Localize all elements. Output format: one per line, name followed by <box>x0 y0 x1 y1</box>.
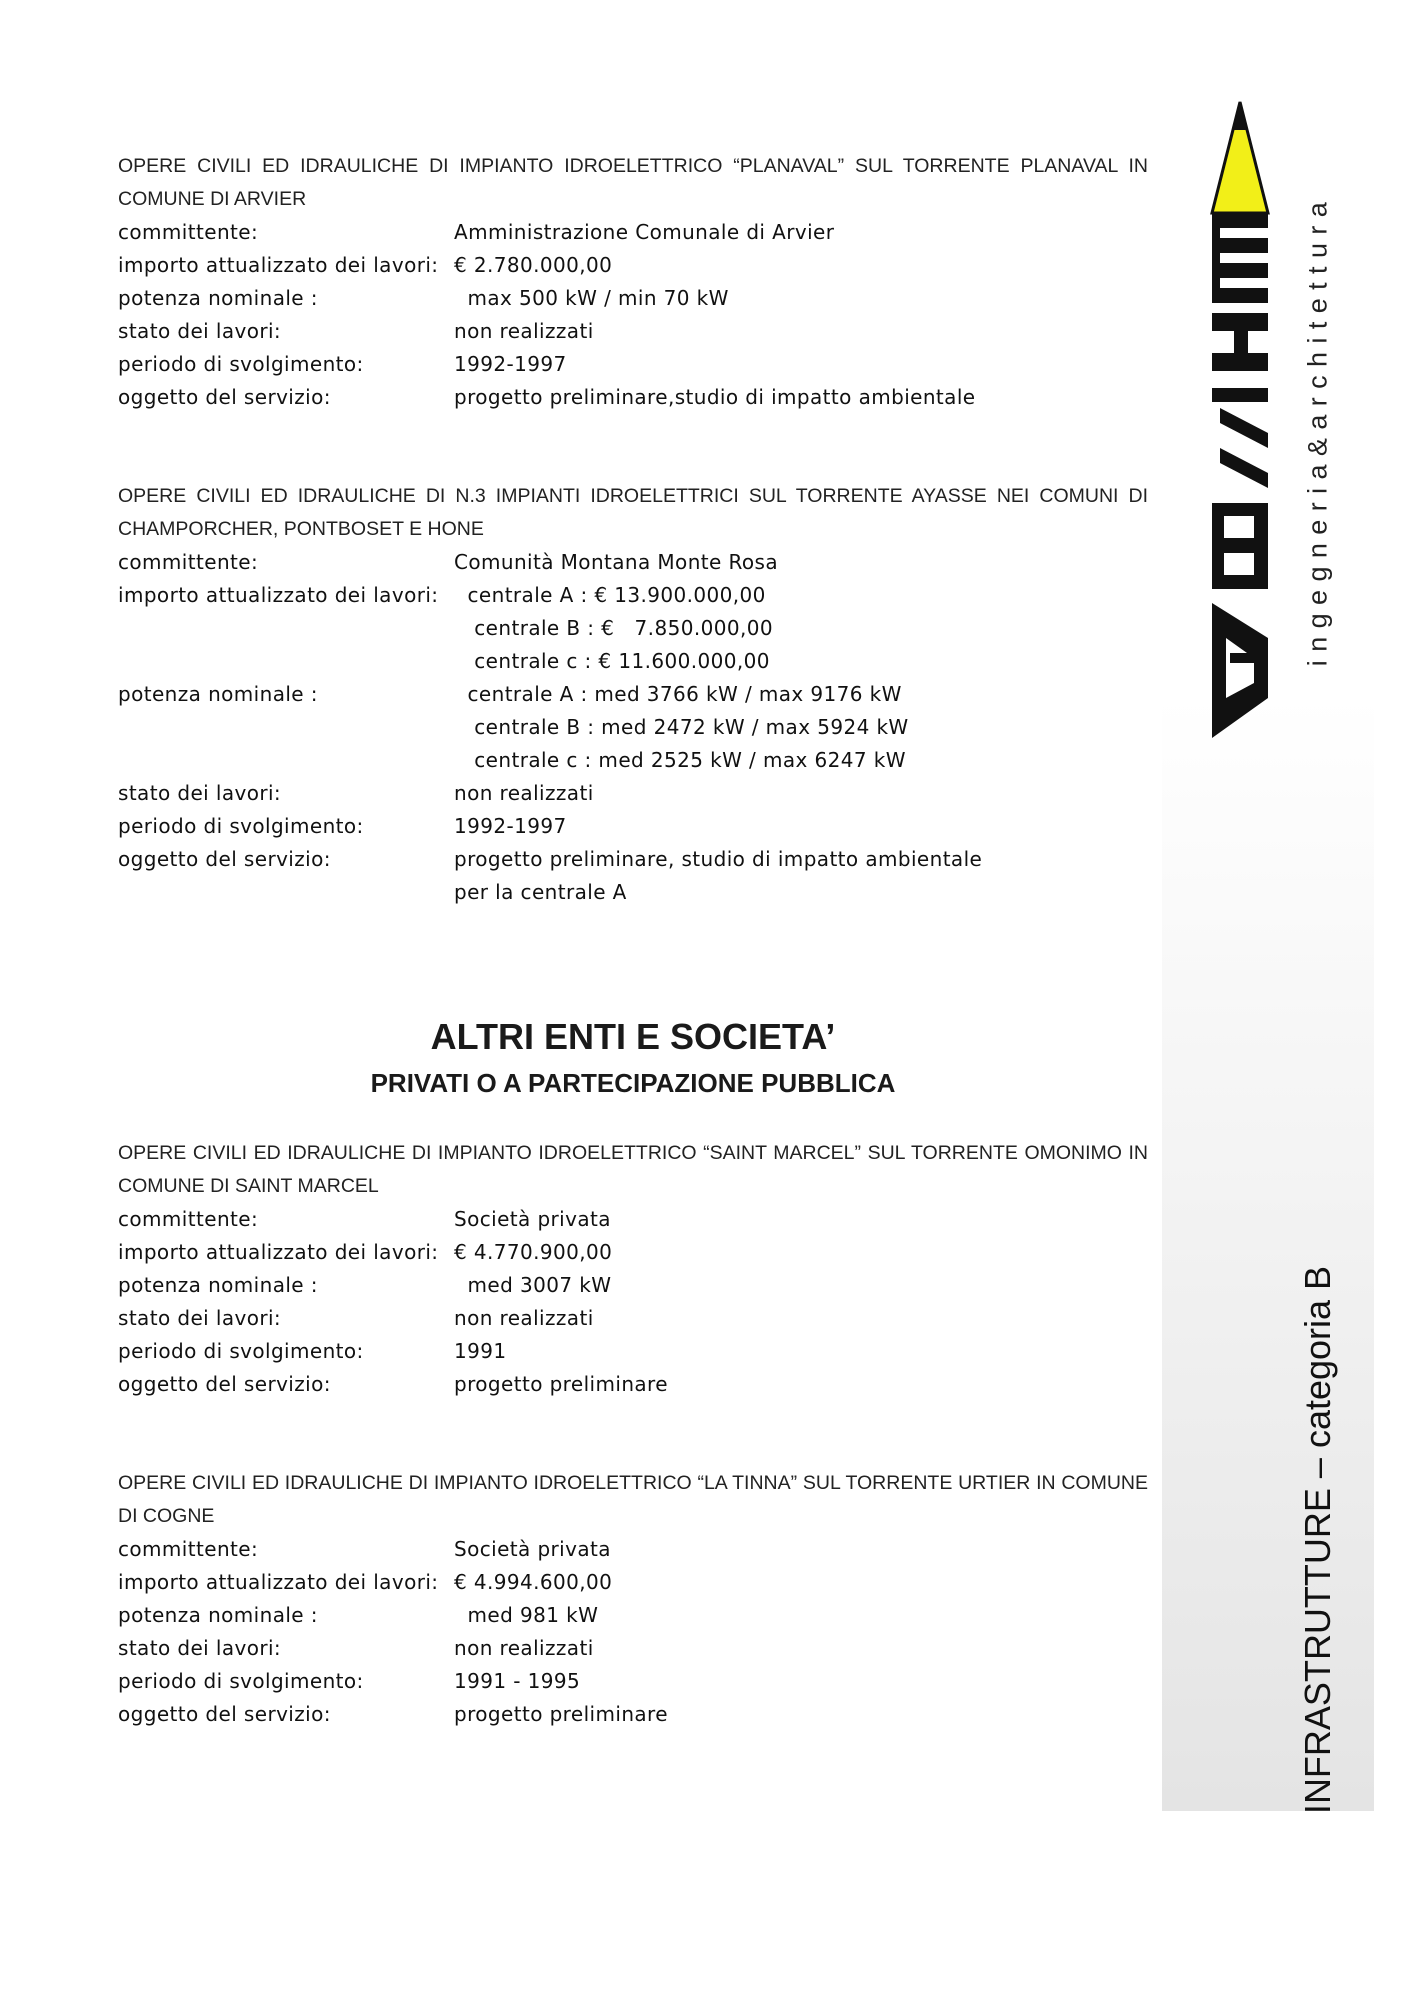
project-block <box>118 1467 1148 1731</box>
tagline-text: ingegneria&architettura <box>1302 193 1333 667</box>
detail-row <box>118 1368 1148 1401</box>
detail-row <box>118 348 1148 381</box>
detail-row <box>118 1533 1148 1566</box>
detail-row <box>118 810 1148 843</box>
logo-letter-b <box>1212 503 1268 589</box>
detail-label: periodo di svolgimento: <box>118 1669 364 1693</box>
detail-label: oggetto del servizio: <box>118 1372 331 1396</box>
document-body <box>118 150 1148 1731</box>
detail-label: potenza nominale : <box>118 1273 318 1297</box>
detail-value: progetto preliminare <box>454 1702 668 1726</box>
project-title: OPERE CIVILI ED IDRAULICHE DI N.3 IMPIANTI IDROELETTRICI SUL TORRENTE AYASSE NEI COMUNI DI CHAMPORCHER, PONTBOSET E HONE <box>118 485 1148 540</box>
detail-label: potenza nominale : <box>118 682 318 706</box>
spacer <box>118 1401 1148 1467</box>
detail-row <box>118 843 1148 876</box>
detail-row <box>118 1269 1148 1302</box>
detail-label: potenza nominale : <box>118 1603 318 1627</box>
detail-value: non realizzati <box>454 1636 594 1660</box>
detail-row <box>118 381 1148 414</box>
section-subtitle: PRIVATI O A PARTECIPAZIONE PUBBLICA <box>370 1068 896 1098</box>
project-title: OPERE CIVILI ED IDRAULICHE DI IMPIANTO IDROELETTRICO “SAINT MARCEL” SUL TORRENTE OMONIMO IN COMUNE DI SAINT MARCEL <box>118 1142 1148 1197</box>
detail-label <box>118 645 454 678</box>
detail-row <box>118 777 1148 810</box>
detail-value: med 981 kW <box>454 1603 599 1627</box>
logo-letter-h-top <box>1212 313 1268 331</box>
detail-value: non realizzati <box>454 1306 594 1330</box>
spacer <box>118 414 1148 480</box>
project-block <box>118 480 1148 909</box>
detail-value: centrale c : € 11.600.000,00 <box>454 649 770 673</box>
detail-label: committente: <box>118 220 259 244</box>
project-details <box>118 1533 1148 1731</box>
detail-label: importo attualizzato dei lavori: <box>118 1240 439 1264</box>
detail-row <box>118 579 1148 612</box>
detail-row <box>118 1302 1148 1335</box>
detail-label: committente: <box>118 1537 259 1561</box>
spacer <box>118 909 1148 1013</box>
detail-value: € 4.770.900,00 <box>454 1240 613 1264</box>
detail-value: non realizzati <box>454 781 594 805</box>
detail-row <box>118 711 1148 744</box>
project-details <box>118 216 1148 414</box>
detail-value: centrale c : med 2525 kW / max 6247 kW <box>454 748 906 772</box>
detail-label: importo attualizzato dei lavori: <box>118 583 439 607</box>
project-title: OPERE CIVILI ED IDRAULICHE DI IMPIANTO IDROELETTRICO “LA TINNA” SUL TORRENTE URTIER IN COMUNE DI COGNE <box>118 1472 1148 1527</box>
detail-value: € 2.780.000,00 <box>454 253 613 277</box>
detail-value: per la centrale A <box>454 880 627 904</box>
detail-value: Comunità Montana Monte Rosa <box>454 550 778 574</box>
section-title: ALTRI ENTI E SOCIETA’ <box>430 1016 836 1057</box>
detail-label: periodo di svolgimento: <box>118 814 364 838</box>
detail-label: oggetto del servizio: <box>118 847 331 871</box>
detail-row <box>118 678 1148 711</box>
detail-row <box>118 1335 1148 1368</box>
detail-row <box>118 1599 1148 1632</box>
detail-label: periodo di svolgimento: <box>118 1339 364 1363</box>
project-block <box>118 150 1148 414</box>
detail-label: importo attualizzato dei lavori: <box>118 1570 439 1594</box>
project-details <box>118 1203 1148 1401</box>
detail-row <box>118 612 1148 645</box>
company-logo <box>1210 98 1270 763</box>
detail-value: centrale B : € 7.850.000,00 <box>454 616 773 640</box>
detail-row <box>118 1632 1148 1665</box>
detail-value: centrale A : med 3766 kW / max 9176 kW <box>454 682 902 706</box>
detail-value: 1991 <box>454 1339 507 1363</box>
detail-row <box>118 546 1148 579</box>
detail-value: med 3007 kW <box>454 1273 612 1297</box>
detail-value: progetto preliminare,studio di impatto ambientale <box>454 385 976 409</box>
detail-label: committente: <box>118 1207 259 1231</box>
detail-row <box>118 282 1148 315</box>
detail-label: importo attualizzato dei lavori: <box>118 253 439 277</box>
detail-row <box>118 315 1148 348</box>
detail-value: non realizzati <box>454 319 594 343</box>
detail-value: 1991 - 1995 <box>454 1669 581 1693</box>
detail-label <box>118 876 454 909</box>
detail-value: centrale B : med 2472 kW / max 5924 kW <box>454 715 909 739</box>
detail-value: 1992-1997 <box>454 352 567 376</box>
detail-label <box>118 711 454 744</box>
detail-label: committente: <box>118 550 259 574</box>
detail-row <box>118 1236 1148 1269</box>
detail-label: oggetto del servizio: <box>118 385 331 409</box>
detail-value: max 500 kW / min 70 kW <box>454 286 729 310</box>
project-block <box>118 1137 1148 1401</box>
detail-label <box>118 744 454 777</box>
detail-value: Società privata <box>454 1207 611 1231</box>
detail-label: oggetto del servizio: <box>118 1702 331 1726</box>
detail-row <box>118 249 1148 282</box>
detail-value: progetto preliminare <box>454 1372 668 1396</box>
detail-label: stato dei lavori: <box>118 1306 282 1330</box>
detail-value: Amministrazione Comunale di Arvier <box>454 220 835 244</box>
detail-value: Società privata <box>454 1537 611 1561</box>
detail-label: periodo di svolgimento: <box>118 352 364 376</box>
spacer <box>118 1103 1148 1137</box>
logo-letter-t <box>1212 388 1268 402</box>
detail-row <box>118 645 1148 678</box>
detail-row <box>118 1203 1148 1236</box>
project-title: OPERE CIVILI ED IDRAULICHE DI IMPIANTO IDROELETTRICO “PLANAVAL” SUL TORRENTE PLANAVAL IN COMUNE DI ARVIER <box>118 155 1148 210</box>
detail-label: potenza nominale : <box>118 286 318 310</box>
project-details <box>118 546 1148 909</box>
detail-value: 1992-1997 <box>454 814 567 838</box>
detail-value: € 4.994.600,00 <box>454 1570 613 1594</box>
detail-row <box>118 1566 1148 1599</box>
detail-label <box>118 612 454 645</box>
detail-label: stato dei lavori: <box>118 1636 282 1660</box>
detail-label: stato dei lavori: <box>118 781 282 805</box>
detail-value: centrale A : € 13.900.000,00 <box>454 583 766 607</box>
detail-row <box>118 876 1148 909</box>
detail-row <box>118 1698 1148 1731</box>
detail-row <box>118 216 1148 249</box>
category-text: INFRASTRUTTURE – categoria B <box>1297 1265 1338 1815</box>
detail-row <box>118 744 1148 777</box>
detail-value: progetto preliminare, studio di impatto ambientale <box>454 847 983 871</box>
detail-row <box>118 1665 1148 1698</box>
detail-label: stato dei lavori: <box>118 319 282 343</box>
